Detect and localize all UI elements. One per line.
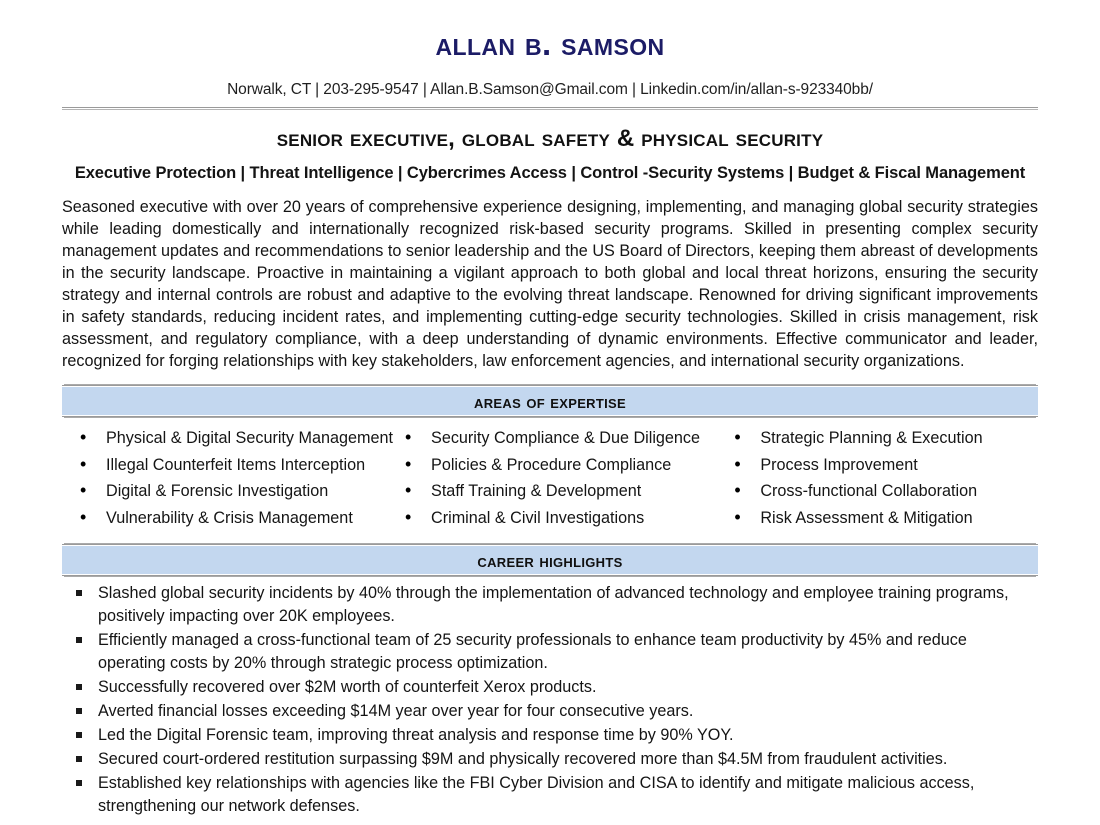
professional-summary: Seasoned executive with over 20 years of comprehensive experience designing, implementing, and managing global security strategies while leading domestically and internationally recognized risk-based security programs. Skilled in presenting complex security management updates and recommendations to senior leadership and the US Board of Directors, keeping them abreast of developments in the security landscape. Proactive in maintaining a vigilant approach to both global and local threat horizons, ensuring the security strategy and internal controls are robust and adaptive to the evolving threat landscape. Renowned for driving significant improvements in safety standards, reducing incident rates, and implementing cutting-edge security technologies. Skilled in crisis management, risk assessment, and regulatory compliance, with a deep understanding of dynamic environments. Effective communicator and leader, recognized for forging relationships with key stakeholders, law enforcement agencies, and international security organizations. — [62, 198, 1038, 371]
list-item: • Digital & Forensic Investigation — [106, 478, 393, 505]
list-item: Efficiently managed a cross-functional team of 25 security professionals to enhance team productivity by 45% and reduce operating costs by 20% through strategic process optimization. — [98, 629, 1030, 674]
list-item: Successfully recovered over $2M worth of counterfeit Xerox products. — [98, 676, 1030, 699]
list-item: Slashed global security incidents by 40% through the implementation of advanced technology and employee training programs, positively impacting over 20K employees. — [98, 582, 1030, 627]
section-header-areas-of-expertise: areas of expertise — [62, 385, 1038, 417]
list-item: Secured court-ordered restitution surpassing $9M and physically recovered more than $4.5M from fraudulent activities. — [98, 748, 1030, 771]
list-item: • Risk Assessment & Mitigation — [760, 505, 1043, 532]
list-item: Led the Digital Forensic team, improving threat analysis and response time by 90% YOY. — [98, 724, 1030, 747]
list-item: • Security Compliance & Due Diligence — [431, 425, 718, 452]
list-item: • Physical & Digital Security Management — [106, 425, 393, 452]
specialties-line: Executive Protection | Threat Intelligence | Cybercrimes Access | Control -Security Systems | Budget & Fiscal Management — [74, 164, 1026, 183]
list-item: • Cross-functional Collaboration — [760, 478, 1043, 505]
candidate-name: allan b. samson — [435, 25, 665, 62]
list-item: Averted financial losses exceeding $14M year over year for four consecutive years. — [98, 700, 1030, 723]
list-item: • Criminal & Civil Investigations — [431, 505, 718, 532]
list-item: • Process Improvement — [760, 452, 1043, 479]
expertise-column-1 — [62, 425, 393, 531]
header-divider — [62, 107, 1038, 111]
section-header-career-highlights: career highlights — [62, 544, 1038, 576]
list-item: • Policies & Procedure Compliance — [431, 452, 718, 479]
resume-header — [62, 0, 1038, 99]
career-highlights-list — [62, 582, 1038, 817]
list-item: • Vulnerability & Crisis Management — [106, 505, 393, 532]
expertise-column-3 — [718, 425, 1043, 531]
list-item: • Strategic Planning & Execution — [760, 425, 1043, 452]
list-item: • Staff Training & Development — [431, 478, 718, 505]
list-item: Established key relationships with agencies like the FBI Cyber Division and CISA to identify and mitigate malicious access, strengthening our network defenses. — [98, 772, 1030, 817]
list-item: • Illegal Counterfeit Items Interception — [106, 452, 393, 479]
expertise-columns — [62, 425, 1038, 531]
headline-title: senior executive, global safety & physical security — [276, 125, 824, 153]
contact-line: Norwalk, CT | 203-295-9547 | Allan.B.Samson@Gmail.com | Linkedin.com/in/allan-s-923340bb/ — [227, 81, 873, 99]
expertise-column-2 — [393, 425, 718, 531]
